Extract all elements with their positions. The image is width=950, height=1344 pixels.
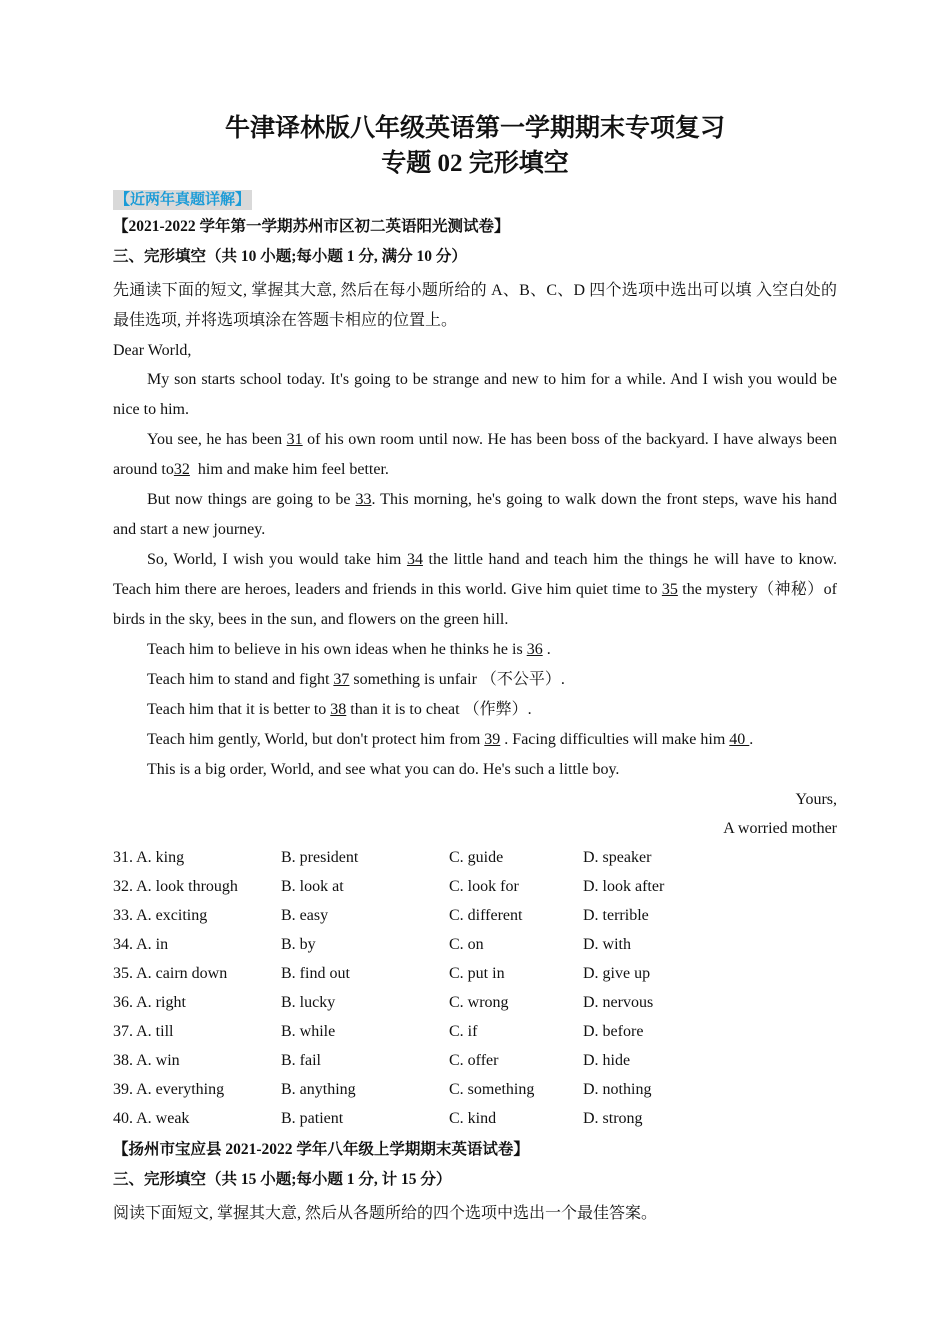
option-row: 38. A. win B. fail C. offer D. hide [113, 1052, 631, 1069]
blank-31: 31 [286, 431, 303, 448]
letter-paragraph-8: Teach him gently, World, but don't protect him from 39 . Facing difficulties will make him 40 . [147, 731, 754, 748]
section1-source: 【2021-2022 学年第一学期苏州市区初二英语阳光测试卷】 [113, 218, 510, 235]
option-row: 31. A. king B. president C. guide D. speaker [113, 849, 652, 866]
blank-40: 40 [729, 731, 750, 748]
letter-paragraph-1: My son starts school today. It's going to be strange and new to him for a while. And I wish you would be nice to him. [113, 371, 837, 418]
blank-33: 33 [355, 491, 372, 508]
section-tag: 【近两年真题详解】 [115, 192, 251, 208]
option-row: 36. A. right B. lucky C. wrong D. nervous [113, 994, 654, 1011]
letter-paragraph-4: So, World, I wish you would take him 34 the little hand and teach him the things he will have to know. Teach him there are heroes, leaders and friends in this world. Give him quiet time to 35 the mystery（神秘）of birds in the sky, bees in the sun, and flowers on the green hill. [113, 551, 838, 628]
option-row: 35. A. cairn down B. find out C. put in D. give up [113, 965, 651, 982]
section2-source: 【扬州市宝应县 2021-2022 学年八年级上学期期末英语试卷】 [113, 1141, 529, 1158]
blank-32: 32 [173, 461, 190, 478]
blank-36: 36 [526, 641, 543, 658]
option-row: 39. A. everything B. anything C. something D. nothing [113, 1081, 652, 1098]
letter-greeting: Dear World, [113, 342, 192, 359]
option-row: 37. A. till B. while C. if D. before [113, 1023, 644, 1040]
letter-paragraph-5: Teach him to believe in his own ideas when he thinks he is 36 . [147, 641, 551, 658]
letter-signature: A worried mother [723, 820, 837, 837]
options-list [113, 843, 837, 1133]
letter-paragraph-9: This is a big order, World, and see what you can do. He's such a little boy. [147, 761, 620, 778]
section2-instruction: 阅读下面短文, 掌握其大意, 然后从各题所给的四个选项中选出一个最佳答案。 [113, 1205, 658, 1222]
blank-38: 38 [330, 701, 347, 718]
blank-37: 37 [333, 671, 350, 688]
letter-paragraph-6: Teach him to stand and fight 37 something is unfair （不公平）. [147, 671, 565, 688]
option-row: 40. A. weak B. patient C. kind D. strong [113, 1110, 643, 1127]
section1-heading: 三、完形填空（共 10 小题;每小题 1 分, 满分 10 分） [113, 248, 467, 265]
option-row: 34. A. in B. by C. on D. with [113, 936, 631, 953]
section2-heading: 三、完形填空（共 15 小题;每小题 1 分, 计 15 分） [113, 1171, 452, 1188]
letter-paragraph-3: But now things are going to be 33. This morning, he's going to walk down the front steps, wave his hand and start a new journey. [113, 491, 838, 538]
blank-39: 39 [484, 731, 501, 748]
option-row: 32. A. look through B. look at C. look for D. look after [113, 878, 665, 895]
document-title: 牛津译林版八年级英语第一学期期末专项复习 [224, 115, 725, 142]
letter-paragraph-7: Teach him that it is better to 38 than it is to cheat （作弊）. [147, 701, 532, 718]
section1-instruction: 先通读下面的短文, 掌握其大意, 然后在每小题所给的 A、B、C、D 四个选项中选出可以填 入空白处的最佳选项, 并将选项填涂在答题卡相应的位置上。 [113, 282, 837, 329]
document-content [113, 112, 837, 1229]
letter-paragraph-2: You see, he has been 31 of his own room until now. He has been boss of the backyard. I have always been around to32 him and make him feel better. [113, 431, 838, 478]
letter-closing: Yours, [795, 791, 837, 808]
option-row: 33. A. exciting B. easy C. different D. terrible [113, 907, 649, 924]
blank-34: 34 [406, 551, 423, 568]
blank-35: 35 [661, 581, 678, 598]
document-subtitle: 专题 02 完形填空 [381, 150, 569, 177]
